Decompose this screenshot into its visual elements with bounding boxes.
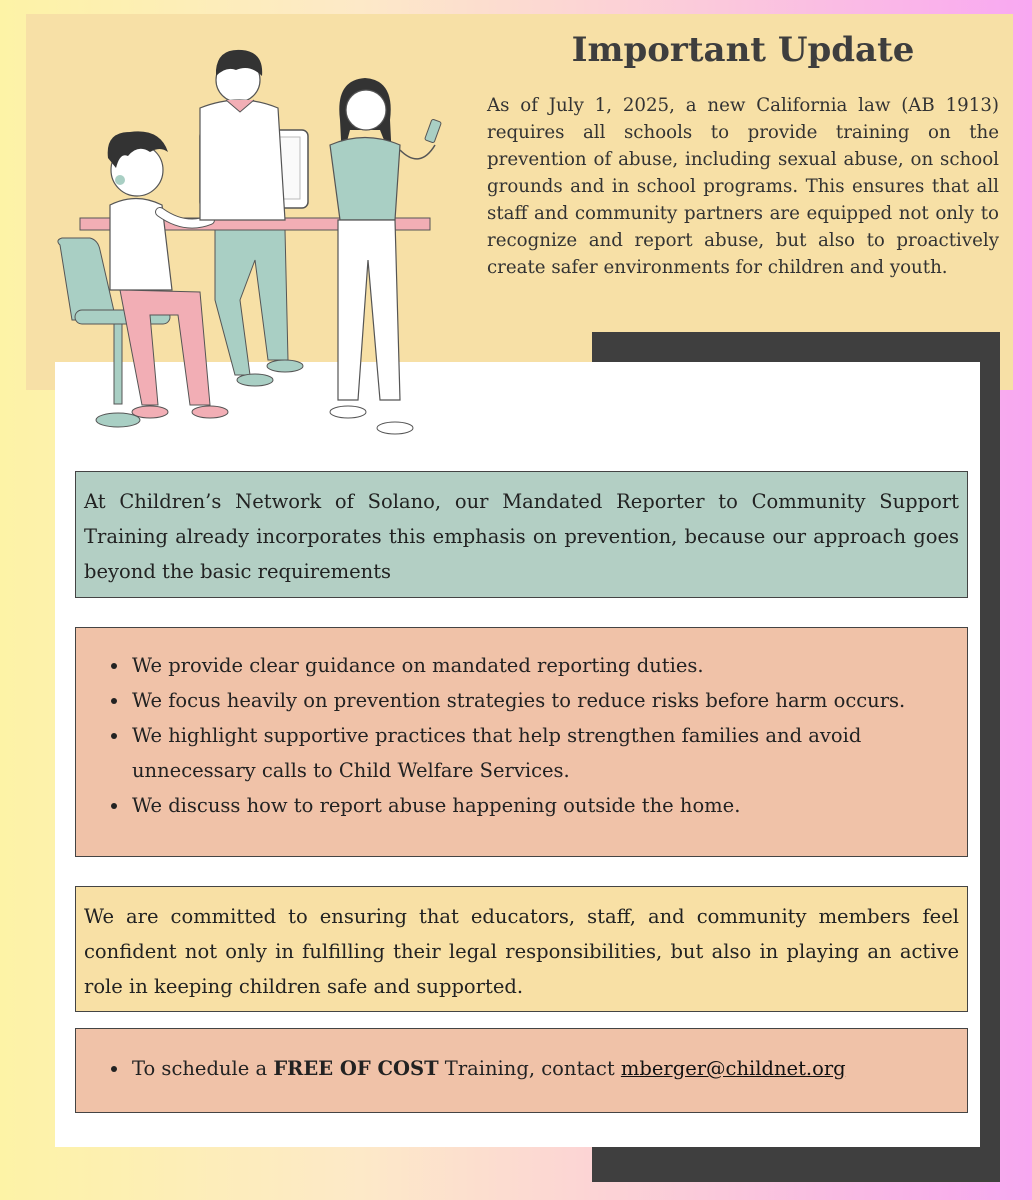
contact-prefix: To schedule a: [132, 1057, 274, 1080]
people-at-desk-illustration: [50, 40, 470, 450]
intro-paragraph: As of July 1, 2025, a new California law (AB 1913) requires all schools to provide training on the prevention of abuse, including sexual abuse, on school grounds and in school programs. This ensures that all staff and community partners are equipped not only to recognize and report abuse, but also to proactively create safer environments for children and youth.: [487, 95, 999, 278]
list-item: • We provide clear guidance on mandated reporting duties.: [130, 648, 959, 683]
contact-list: [84, 1051, 959, 1086]
approach-box: [75, 471, 968, 598]
commitment-text: We are committed to ensuring that educators, staff, and community members feel confident not only in fulfilling their legal responsibilities, but also in playing an active role in keeping children safe and supported.: [84, 905, 959, 998]
features-box: [75, 627, 968, 857]
contact-middle: Training, contact: [438, 1057, 621, 1080]
free-emphasis: FREE OF COST: [273, 1057, 439, 1080]
commitment-box: [75, 886, 968, 1012]
contact-item: [130, 1051, 959, 1086]
page-title: Important Update: [571, 30, 915, 70]
list-item: • We focus heavily on prevention strategies to reduce risks before harm occurs.: [130, 683, 959, 718]
approach-text: At Children’s Network of Solano, our Mandated Reporter to Community Support Training already incorporates this emphasis on prevention, because our approach goes beyond the basic requirements: [84, 490, 959, 583]
email-link[interactable]: mberger@childnet.org: [620, 1057, 846, 1080]
list-item: • We discuss how to report abuse happening outside the home.: [130, 788, 959, 823]
list-item: • We highlight supportive practices that help strengthen families and avoid unnecessary calls to Child Welfare Services.: [130, 718, 959, 788]
standing-woman-icon: [330, 78, 441, 434]
contact-box: [75, 1028, 968, 1113]
features-list: [84, 648, 959, 823]
